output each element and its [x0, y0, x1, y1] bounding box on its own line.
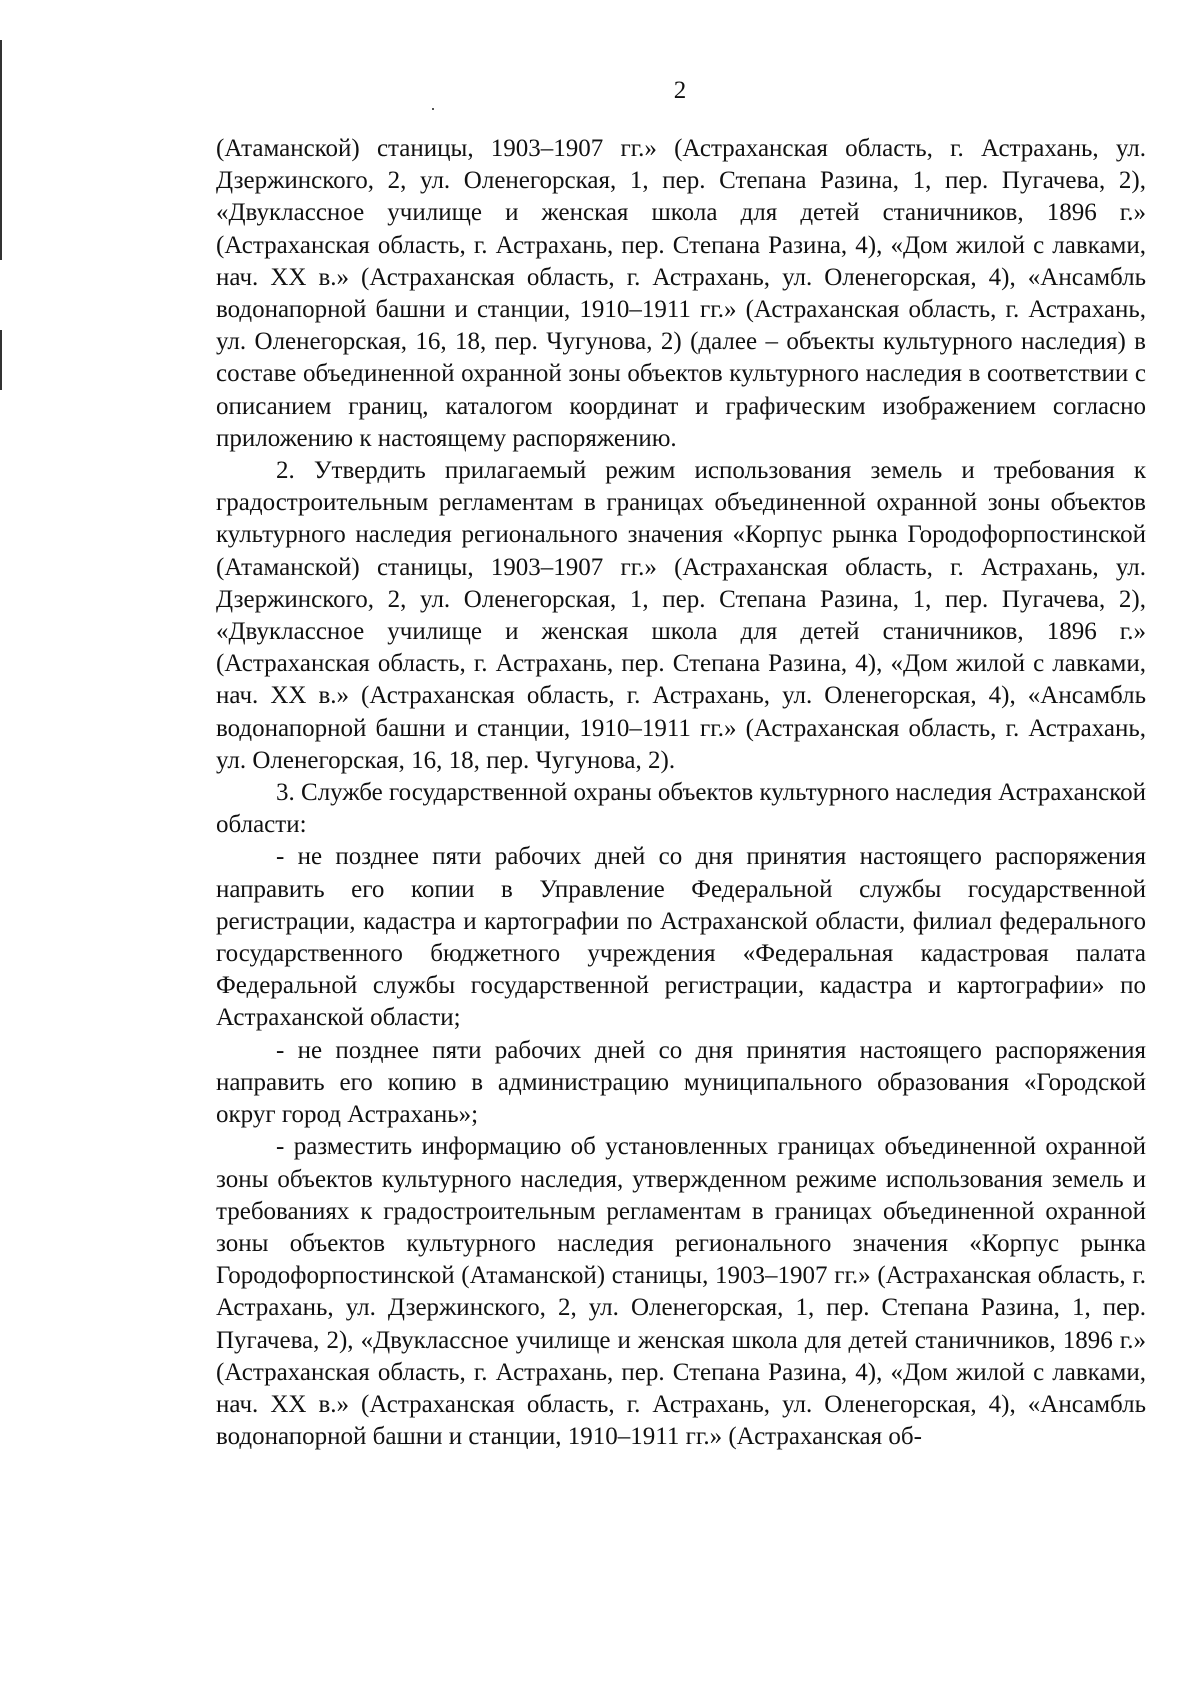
- paragraph-item-2: 2. Утвердить прилагаемый режим использования земель и требования к градостроительным регламентам в границах объединенной охранной зоны объектов культурного наследия регионального значения «Корпус рынка Городофорпостинской (Атаманской) станицы, 1903–1907 гг.» (Астраханская область, г. Астрахань, ул. Дзержинского, 2, ул. Оленегорская, 1, пер. Степана Разина, 1, пер. Пугачева, 2), «Двуклассное училище и женская школа для детей станичников, 1896 г.» (Астраханская область, г. Астрахань, пер. Степана Разина, 4), «Дом жилой с лавками, нач. XX в.» (Астраханская область, г. Астрахань, ул. Оленегорская, 4), «Ансамбль водонапорной башни и станции, 1910–1911 гг.» (Астраханская область, г. Астрахань, ул. Оленегорская, 16, 18, пер. Чугунова, 2).: [216, 457, 1146, 774]
- paragraph-subitem-1: - не позднее пяти рабочих дней со дня принятия настоящего распоряжения направить его копии в Управление Федеральной службы государственной регистрации, кадастра и картографии по Астраханской области, филиал федерального государственного бюджетного учреждения «Федеральная кадастровая палата Федеральной службы государственной регистрации, кадастра и картографии» по Астраханской области;: [216, 843, 1146, 1032]
- paragraph-continuation: (Атаманской) станицы, 1903–1907 гг.» (Астраханская область, г. Астрахань, ул. Дзержинского, 2, ул. Оленегорская, 1, пер. Степана Разина, 1, пер. Пугачева, 2), «Двуклассное училище и женская школа для детей станичников, 1896 г.» (Астраханская область, г. Астрахань, пер. Степана Разина, 4), «Дом жилой с лавками, нач. XX в.» (Астраханская область, г. Астрахань, ул. Оленегорская, 4), «Ансамбль водонапорной башни и станции, 1910–1911 гг.» (Астраханская область, г. Астрахань, ул. Оленегорская, 16, 18, пер. Чугунова, 2) (далее – объекты культурного наследия) в составе объединенной охранной зоны объектов культурного наследия в соответствии с описанием границ, каталогом координат и графическим изображением согласно приложению к настоящему распоряжению.: [216, 135, 1146, 452]
- paragraph-item-3: 3. Службе государственной охраны объектов культурного наследия Астраханской области:: [216, 779, 1146, 839]
- page-number: 2: [673, 77, 687, 104]
- paragraph-subitem-2: - не позднее пяти рабочих дней со дня принятия настоящего распоряжения направить его копию в администрацию муниципального образования «Городской округ город Астрахань»;: [216, 1036, 1146, 1129]
- scan-edge-mark: [0, 330, 2, 390]
- paragraph-subitem-3: - разместить информацию об установленных границах объединенной охранной зоны объектов культурного наследия, утвержденном режиме использования земель и требованиях к градостроительным регламентам в границах объединенной охранной зоны объектов культурного наследия регионального значения «Корпус рынка Городофорпостинской (Атаманской) станицы, 1903–1907 гг.» (Астраханская область, г. Астрахань, ул. Дзержинского, 2, ул. Оленегорская, 1, пер. Степана Разина, 1, пер. Пугачева, 2), «Двуклассное училище и женская школа для детей станичников, 1896 г.» (Астраханская область, г. Астрахань, пер. Степана Разина, 4), «Дом жилой с лавками, нач. XX в.» (Астраханская область, г. Астрахань, ул. Оленегорская, 4), «Ансамбль водонапорной башни и станции, 1910–1911 гг.» (Астраханская об-: [216, 1133, 1146, 1451]
- scan-dot: [432, 108, 434, 110]
- document-body: [216, 133, 1146, 1453]
- scan-edge-mark: [0, 40, 2, 260]
